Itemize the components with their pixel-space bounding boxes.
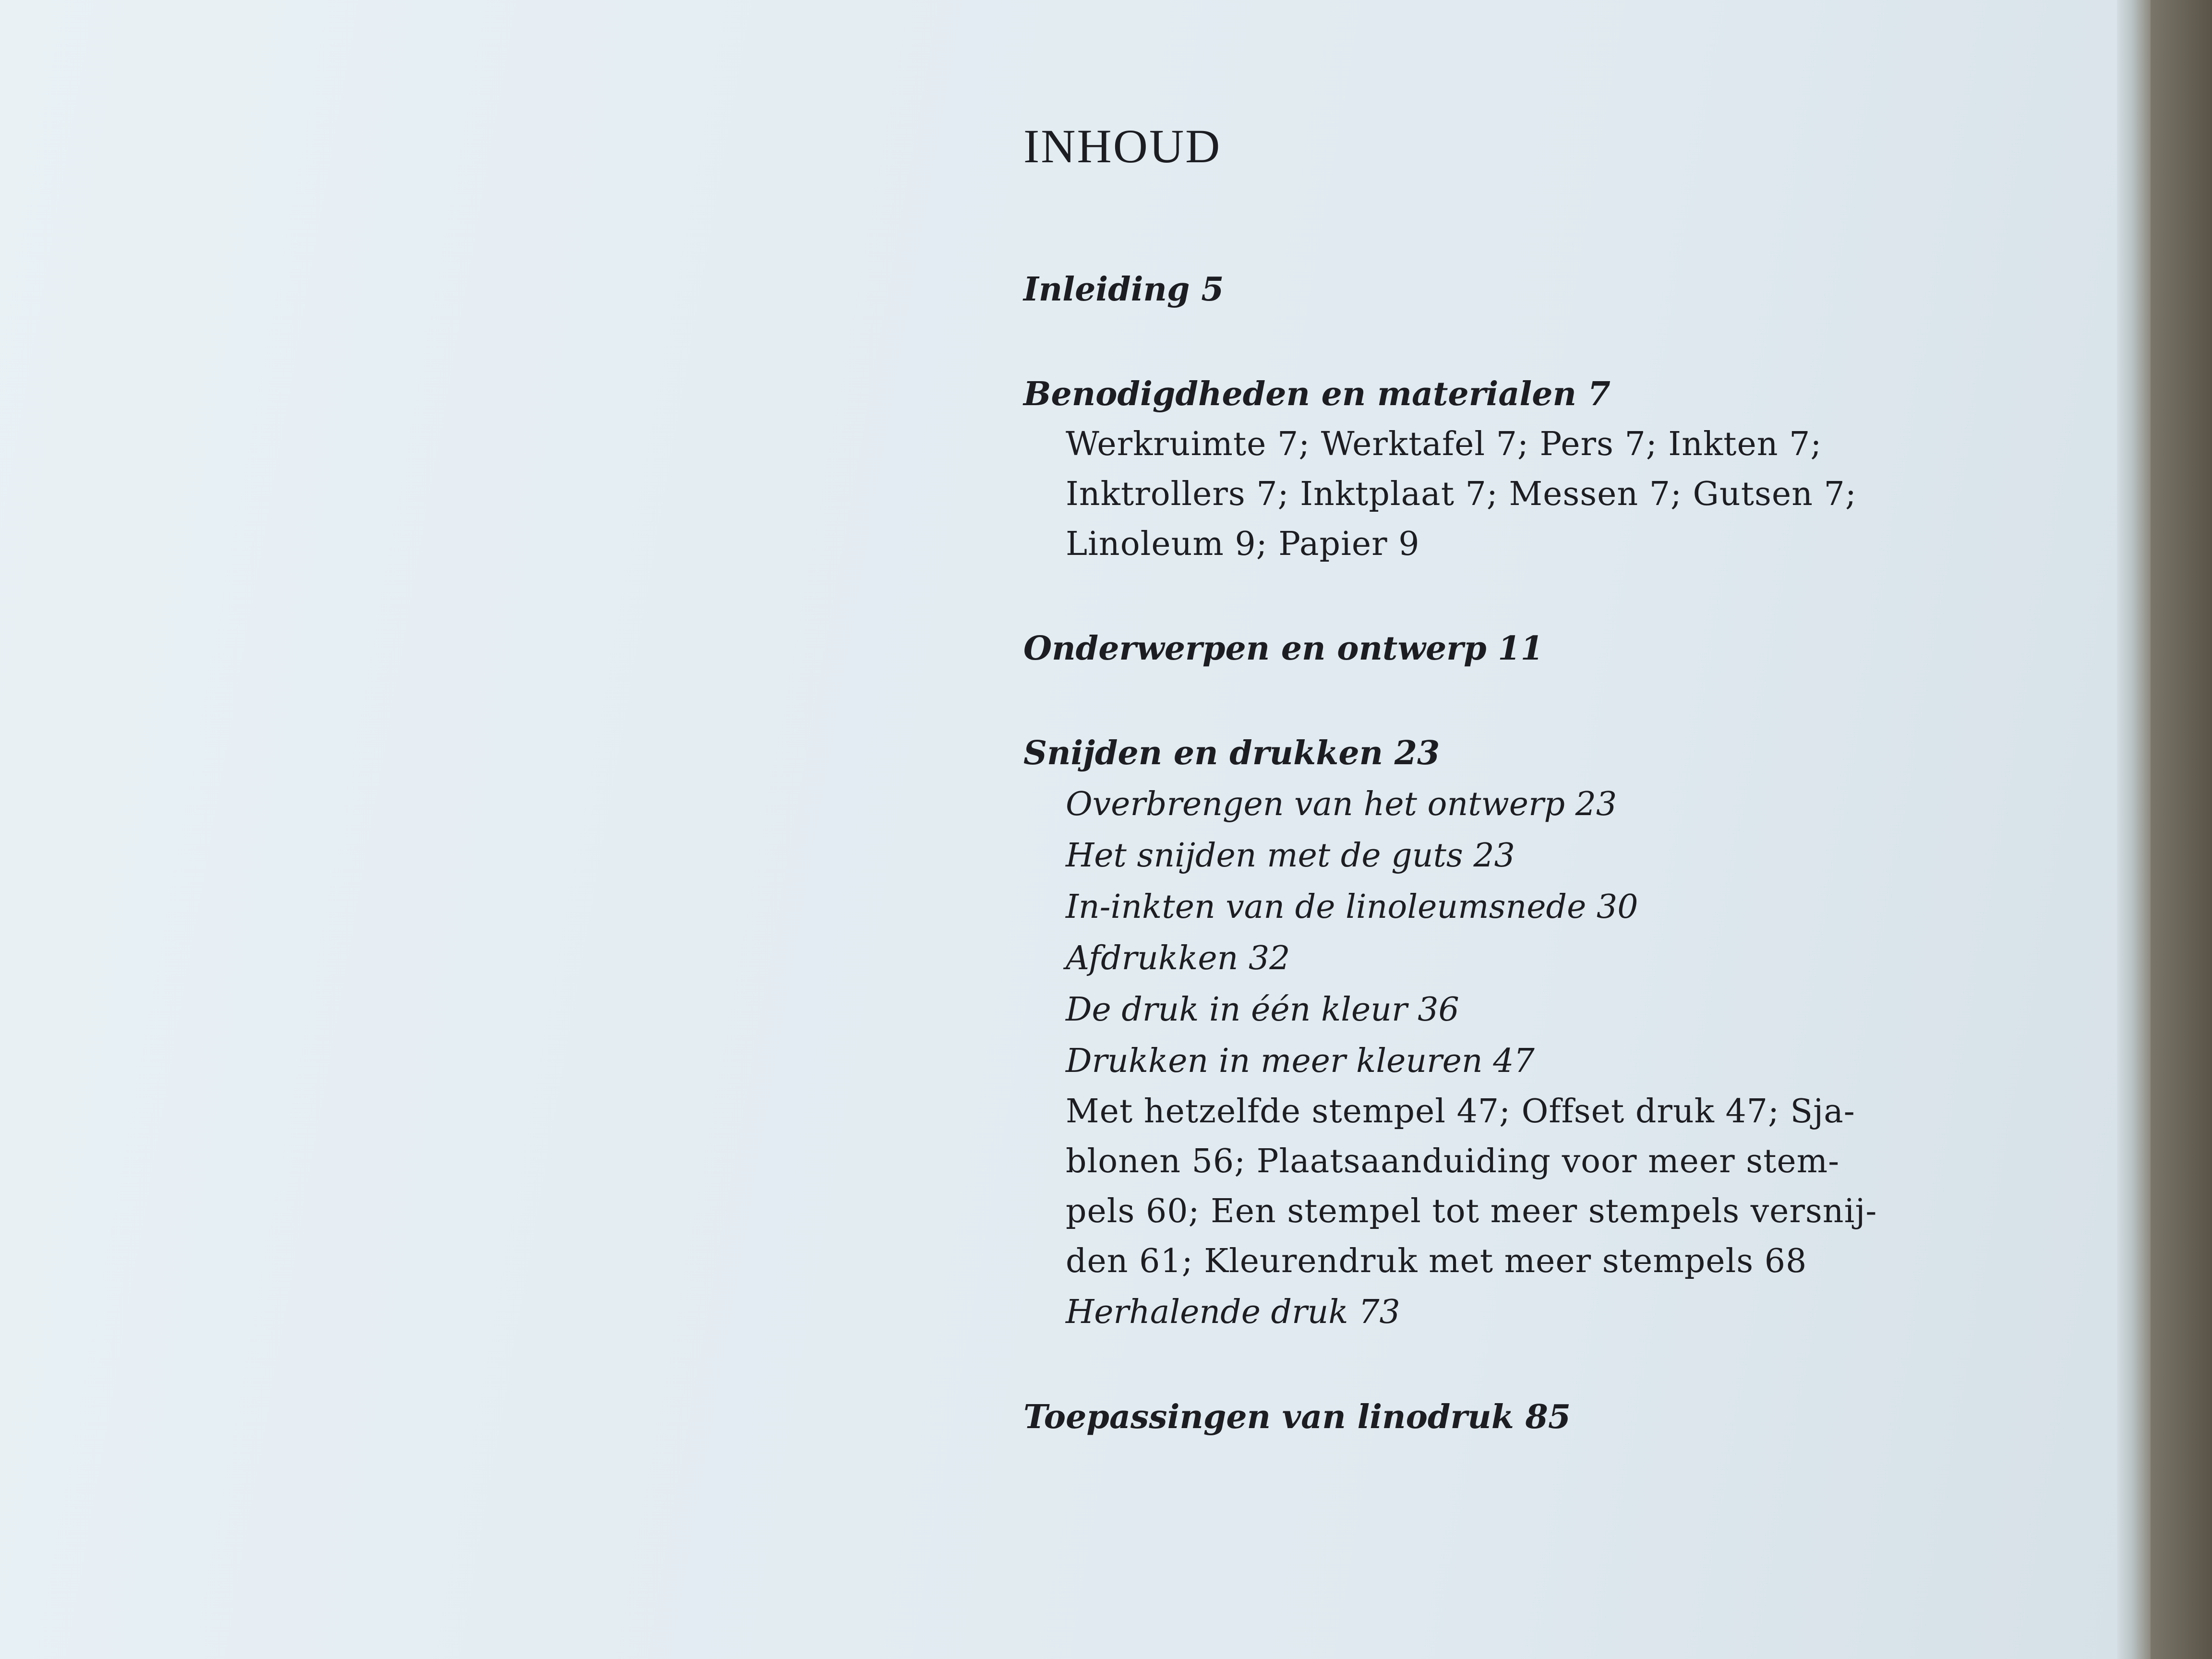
section-heading: Inleiding 5 xyxy=(1023,270,1224,309)
subsection-entry: Overbrengen van het ontwerp 23 xyxy=(1066,785,1617,823)
toc-title: INHOUD xyxy=(1023,120,1222,173)
subentry-line: blonen 56; Plaatsaanduiding voor meer stem- xyxy=(1066,1142,1840,1180)
subsection-entry: In-inkten van de linoleumsnede 30 xyxy=(1066,888,1638,926)
subsection-entry: Het snijden met de guts 23 xyxy=(1066,837,1515,875)
toc-section-toepassingen xyxy=(1023,1392,1984,1443)
toc-section-snijden xyxy=(1023,728,1984,1338)
subentry-line: Linoleum 9; Papier 9 xyxy=(1066,525,1420,563)
section-heading: Toepassingen van linodruk 85 xyxy=(1023,1398,1571,1436)
subentry-line: Werkruimte 7; Werktafel 7; Pers 7; Inkten 7; xyxy=(1066,425,1822,463)
section-heading: Snijden en drukken 23 xyxy=(1023,734,1440,772)
toc-section-onderwerpen xyxy=(1023,623,1984,674)
table-of-contents xyxy=(1023,115,1984,1443)
background-surface xyxy=(2151,0,2212,1659)
subsection-entry: Herhalende druk 73 xyxy=(1066,1293,1400,1331)
toc-section-inleiding xyxy=(1023,264,1984,315)
subentry-line: Inktrollers 7; Inktplaat 7; Messen 7; Gutsen 7; xyxy=(1066,475,1857,513)
toc-section-benodigdheden xyxy=(1023,369,1984,569)
spacer xyxy=(1023,674,1984,728)
spacer xyxy=(1023,569,1984,623)
subentry-line: pels 60; Een stempel tot meer stempels versnij- xyxy=(1066,1192,1877,1230)
spacer xyxy=(1023,178,1984,264)
subsection-entry: Drukken in meer kleuren 47 xyxy=(1066,1042,1535,1080)
section-heading: Benodigdheden en materialen 7 xyxy=(1023,375,1611,413)
subsection-entry: Afdrukken 32 xyxy=(1066,939,1290,977)
subentry-line: Met hetzelfde stempel 47; Offset druk 47; Sja- xyxy=(1066,1093,1855,1130)
subentry-line: den 61; Kleurendruk met meer stempels 68 xyxy=(1066,1242,1807,1280)
spacer xyxy=(1023,315,1984,369)
section-heading: Onderwerpen en ontwerp 11 xyxy=(1023,629,1543,668)
page-edge xyxy=(2117,0,2151,1659)
subsection-entry: De druk in één kleur 36 xyxy=(1066,991,1459,1029)
spacer xyxy=(1023,1338,1984,1392)
